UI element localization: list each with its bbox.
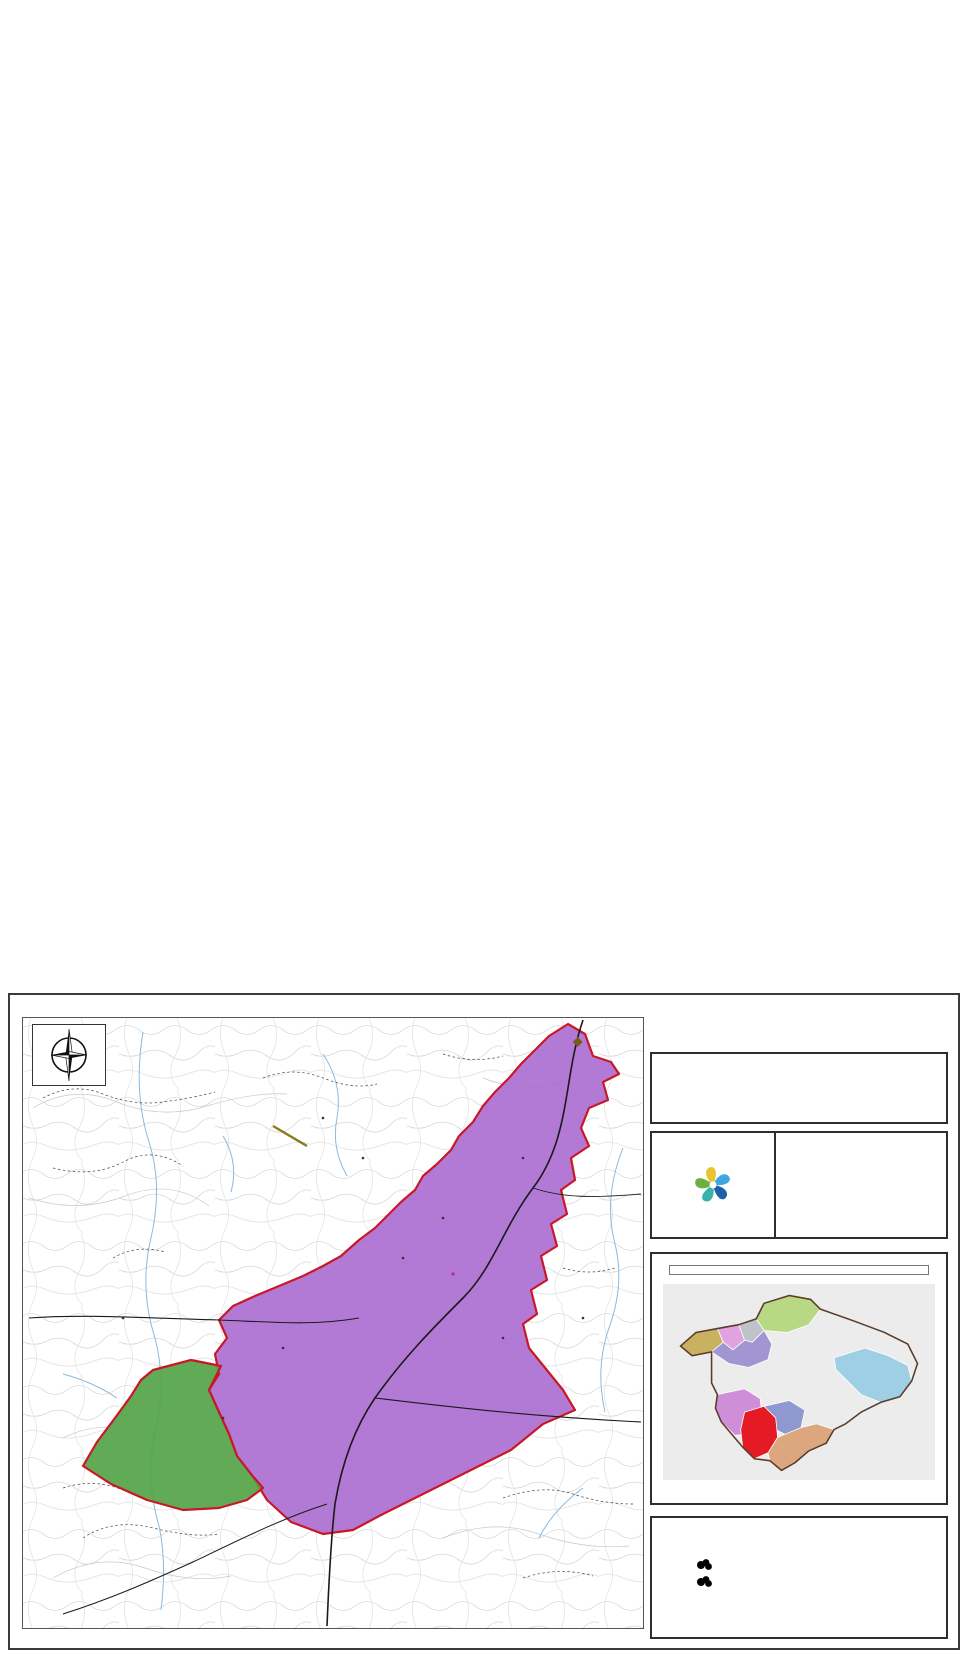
topographic-map bbox=[22, 1017, 644, 1629]
climograph-plot bbox=[0, 0, 970, 628]
plan-cell bbox=[776, 1133, 946, 1237]
logo-plan-box bbox=[650, 1131, 948, 1239]
gad-pinwheel-logo-icon bbox=[671, 1159, 755, 1209]
gad-logo-cell bbox=[652, 1133, 776, 1237]
legend-item bbox=[696, 1575, 946, 1588]
climate-swatch-humedo-icon bbox=[696, 1558, 714, 1571]
province-panel bbox=[663, 1284, 935, 1480]
climograph bbox=[0, 0, 970, 628]
compass-box bbox=[32, 1024, 106, 1086]
compass-icon bbox=[33, 1025, 105, 1085]
province-region bbox=[756, 1296, 820, 1333]
climate-swatch-semi-humedo-icon bbox=[696, 1575, 714, 1588]
province-region bbox=[834, 1348, 912, 1402]
map-title-box bbox=[650, 1052, 948, 1124]
legend-box bbox=[650, 1516, 948, 1639]
ubicacion-title bbox=[669, 1265, 929, 1275]
map-sheet bbox=[8, 993, 960, 1650]
legend-item bbox=[696, 1558, 946, 1571]
ubicacion-box bbox=[650, 1252, 948, 1505]
province-map bbox=[663, 1284, 935, 1480]
